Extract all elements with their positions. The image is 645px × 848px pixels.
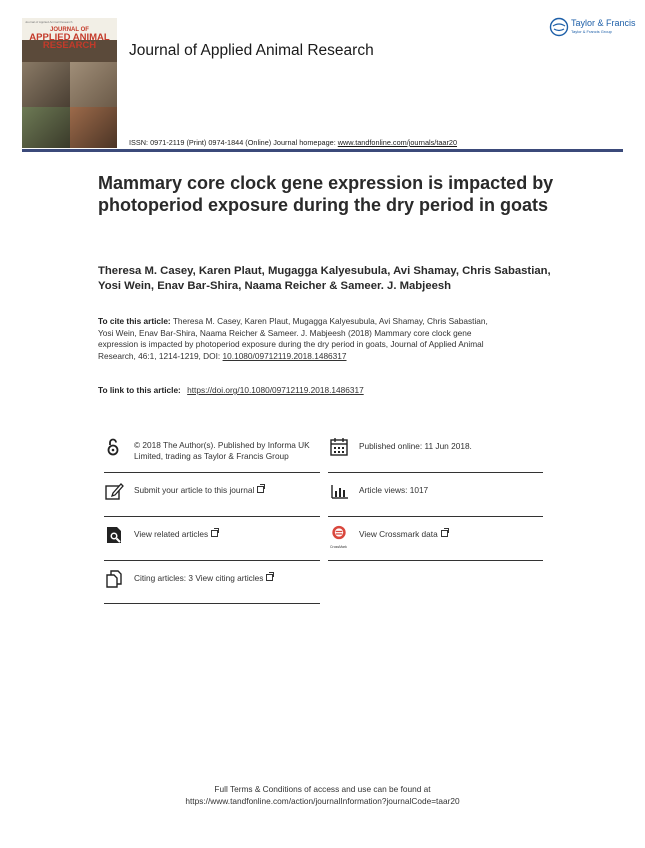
article-link-line (98, 385, 364, 395)
citation-label: To cite this article: (98, 316, 171, 326)
journal-title: Journal of Applied Animal Research (129, 42, 374, 59)
journal-homepage-link[interactable]: www.tandfonline.com/journals/taar20 (337, 138, 458, 147)
publisher-name: Taylor & Francis (571, 18, 636, 28)
license-text: © 2018 The Author(s). Published by Informa UK Limited, trading as Taylor & Francis Group (134, 440, 310, 461)
divider (328, 560, 543, 561)
link-label: To link to this article: (98, 385, 181, 395)
publisher-globe-icon (549, 17, 569, 37)
cover-small-text: Journal of Applied Animal Research (25, 20, 73, 24)
publisher-logo[interactable] (549, 15, 639, 41)
article-authors: Theresa M. Casey, Karen Plaut, Mugagga Kalyesubula, Avi Shamay, Chris Sabastian, Yosi Wein, Enav Bar-Shira, Naama Reicher & Sameer. J. Mabjeesh (98, 265, 551, 292)
divider (104, 603, 320, 604)
footer-terms-link[interactable]: https://www.tandfonline.com/action/journalInformation?journalCode=taar20 (185, 795, 460, 806)
divider (328, 516, 543, 517)
submit-article-link[interactable]: Submit your article to this journal (134, 485, 255, 495)
journal-cover (22, 18, 117, 148)
article-title: Mammary core clock gene expression is impacted by photoperiod exposure during the dry period in goats (98, 173, 554, 215)
cover-photo-cow (70, 62, 117, 107)
crossmark-link[interactable]: View Crossmark data (359, 529, 438, 539)
cover-photo-animal (70, 107, 117, 148)
copy-document-icon (104, 569, 124, 589)
cover-photo-field (22, 107, 70, 148)
edit-icon (104, 481, 124, 501)
footer (0, 784, 645, 807)
divider (328, 472, 543, 473)
calendar-icon (329, 437, 349, 457)
external-link-icon (211, 530, 218, 537)
external-link-icon (266, 574, 273, 581)
cover-journal-name (22, 26, 117, 50)
footer-terms-text: Full Terms & Conditions of access and use can be found at (214, 784, 431, 794)
publisher-subname: Taylor & Francis Group (571, 29, 612, 34)
external-link-icon (441, 530, 448, 537)
divider (104, 516, 320, 517)
cover-photo-goats (22, 62, 70, 107)
crossmark-icon-label: CrossMark (330, 545, 347, 549)
divider (104, 560, 320, 561)
citation-text: Theresa M. Casey, Karen Plaut, Mugagga Kalyesubula, Avi Shamay, Chris Sabastian, Yosi Wein, Enav Bar-Shira, Naama Reicher & Sameer. J. Mabjeesh (2018) Mammary core clock gene expression is impacted by photoperiod exposure during the dry period in goats, Journal of Applied Animal Research, 46:1, 1214-1219, DOI: (98, 316, 488, 361)
citation-block (98, 316, 498, 362)
article-url-link[interactable]: https://doi.org/10.1080/09712119.2018.1486317 (187, 385, 364, 395)
cover-line-3: RESEARCH (42, 40, 97, 51)
search-document-icon (104, 525, 124, 545)
issn-text: ISSN: 0971-2119 (Print) 0974-1844 (Online) Journal homepage: (129, 138, 336, 147)
issn-line (129, 138, 457, 147)
doi-link[interactable]: 10.1080/09712119.2018.1486317 (222, 350, 347, 361)
cover-line-2: APPLIED ANIMAL (29, 32, 110, 43)
published-date: Published online: 11 Jun 2018. (359, 441, 472, 451)
related-articles-link[interactable]: View related articles (134, 529, 209, 539)
divider (104, 472, 320, 473)
open-access-icon (104, 437, 124, 457)
header-divider (22, 149, 623, 152)
article-views-count: Article views: 1017 (359, 485, 429, 495)
external-link-icon (257, 486, 264, 493)
bar-chart-icon (329, 481, 349, 501)
cover-line-1: JOURNAL OF (50, 27, 89, 33)
citing-articles-link[interactable]: Citing articles: 3 View citing articles (134, 573, 264, 583)
